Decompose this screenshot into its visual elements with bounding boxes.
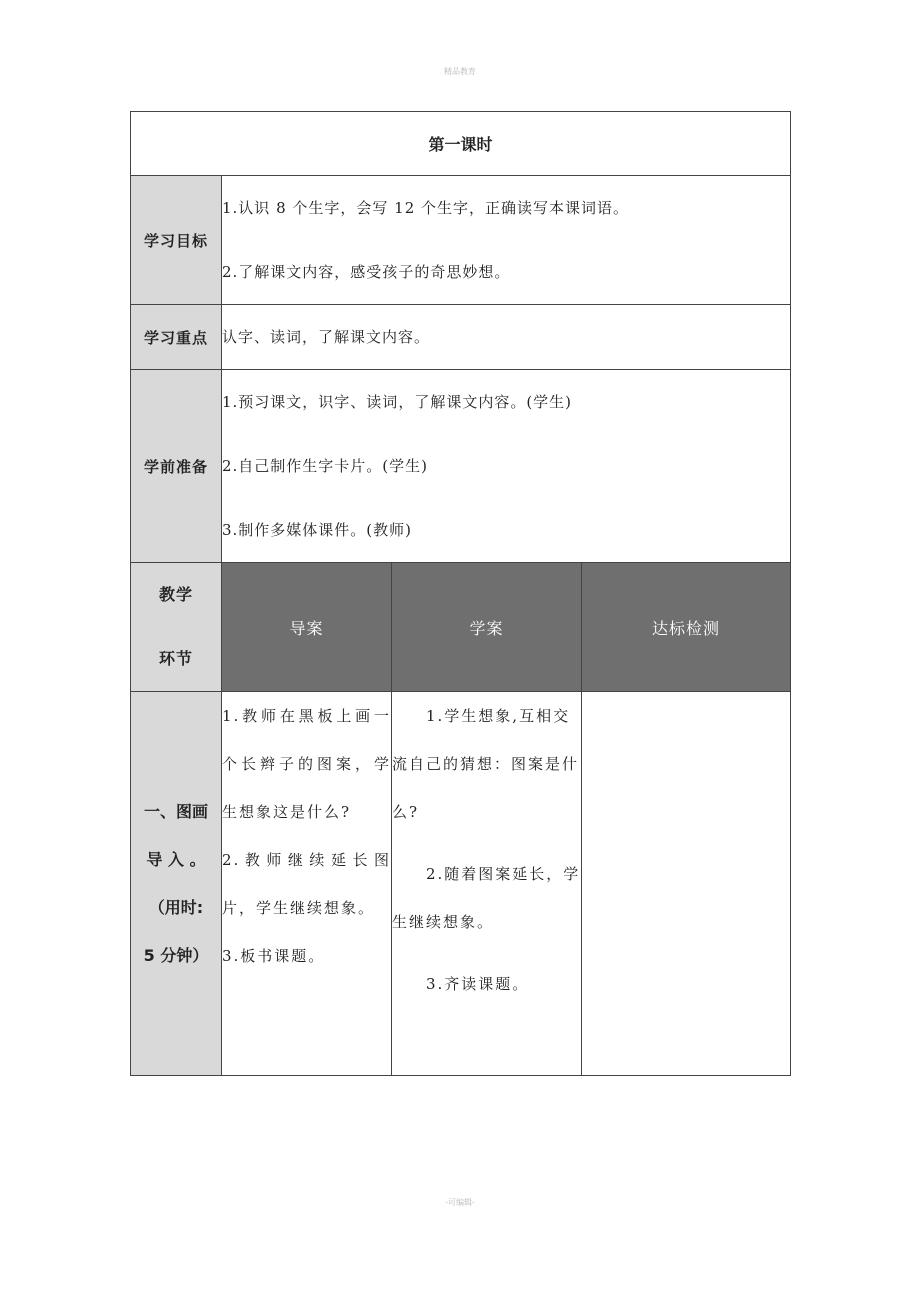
stage1-label [131, 692, 222, 1076]
study-item-1: 1.学生想象,互相交流自己的猜想：图案是什么? [392, 707, 580, 821]
stage1-row [131, 692, 791, 1076]
column-header-study: 学案 [392, 563, 582, 692]
section-label-line1: 教学 [158, 585, 193, 604]
stage1-guide [222, 692, 392, 1076]
goal-item-2: 2.了解课文内容，感受孩子的奇思妙想。 [222, 263, 511, 281]
stage1-check [582, 692, 791, 1076]
key-points-content [222, 305, 791, 370]
section-label-line2: 环节 [158, 649, 193, 668]
preparation-item-1: 1.预习课文，识字、读词，了解课文内容。(学生) [222, 393, 573, 411]
key-points-text: 认字、读词，了解课文内容。 [222, 328, 431, 346]
stage1-label-line4: 5 分钟） [143, 945, 209, 965]
lesson-plan-table [130, 111, 791, 1076]
preparation-item-3: 3.制作多媒体课件。(教师) [222, 521, 413, 539]
stage1-study [392, 692, 582, 1076]
guide-item-3: 3.板书课题。 [222, 947, 326, 965]
goal-item-1: 1.认识 8 个生字，会写 12 个生字，正确读写本课词语。 [222, 199, 630, 217]
column-header-check: 达标检测 [582, 563, 791, 692]
study-item-3: 3.齐读课题。 [426, 975, 530, 993]
page-footer-note: -可编辑- [445, 1198, 475, 1207]
section-header-row [131, 563, 791, 692]
key-points-label: 学习重点 [131, 305, 222, 370]
stage1-label-line1: 一、图画 [143, 801, 208, 821]
study-item-2: 2.随着图案延长，学生继续想象。 [392, 865, 581, 931]
key-points-row [131, 305, 791, 370]
stage1-label-line3: （用时: [148, 897, 204, 917]
stage1-label-line2: 导 入 。 [146, 849, 206, 869]
column-header-guide: 导案 [222, 563, 392, 692]
preparation-content [222, 370, 791, 563]
goals-row [131, 176, 791, 305]
page-header-note: 精品教育 [444, 67, 476, 76]
guide-item-1: 1.教师在黑板上画一个长辫子的图案，学生想象这是什么? [222, 707, 391, 821]
guide-item-2: 2.教师继续延长图片，学生继续想象。 [222, 851, 391, 917]
lesson-title: 第一课时 [131, 112, 791, 176]
preparation-label: 学前准备 [131, 370, 222, 563]
goals-content [222, 176, 791, 305]
preparation-row [131, 370, 791, 563]
goals-label: 学习目标 [131, 176, 222, 305]
title-row [131, 112, 791, 176]
section-label [131, 563, 222, 692]
preparation-item-2: 2.自己制作生字卡片。(学生) [222, 457, 429, 475]
